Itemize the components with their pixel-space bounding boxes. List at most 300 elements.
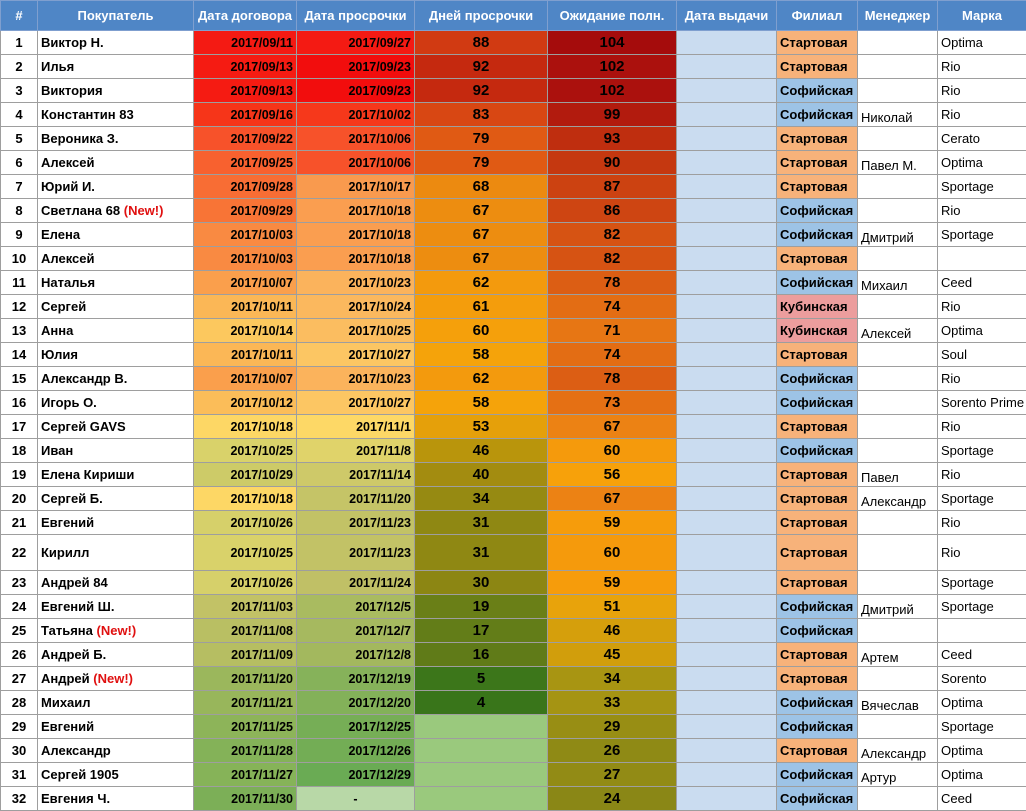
overdue-days-cell[interactable] xyxy=(415,79,548,103)
branch-cell[interactable] xyxy=(777,415,858,439)
issue-date-cell[interactable] xyxy=(677,511,777,535)
overdue-days-cell[interactable] xyxy=(415,55,548,79)
brand-cell[interactable] xyxy=(938,151,1026,175)
overdue-days-cell[interactable] xyxy=(415,271,548,295)
overdue-date-cell[interactable] xyxy=(297,595,415,619)
waiting-cell[interactable] xyxy=(548,511,677,535)
overdue-days-cell[interactable] xyxy=(415,511,548,535)
contract-date-cell[interactable] xyxy=(194,55,297,79)
overdue-days-cell[interactable] xyxy=(415,439,548,463)
brand-cell[interactable] xyxy=(938,391,1026,415)
brand-cell[interactable] xyxy=(938,619,1026,643)
overdue-date-cell[interactable] xyxy=(297,223,415,247)
header-overdue-date[interactable]: Дата просрочки xyxy=(297,1,415,31)
brand-cell[interactable] xyxy=(938,79,1026,103)
row-number-cell[interactable] xyxy=(1,223,38,247)
overdue-days-cell[interactable] xyxy=(415,463,548,487)
buyer-cell[interactable] xyxy=(38,535,194,571)
overdue-date-cell[interactable] xyxy=(297,691,415,715)
row-number-cell[interactable] xyxy=(1,463,38,487)
manager-cell[interactable] xyxy=(858,571,938,595)
waiting-cell[interactable] xyxy=(548,439,677,463)
manager-cell[interactable] xyxy=(858,151,938,175)
overdue-date-cell[interactable] xyxy=(297,79,415,103)
overdue-date-cell[interactable] xyxy=(297,55,415,79)
waiting-cell[interactable] xyxy=(548,787,677,811)
brand-cell[interactable] xyxy=(938,343,1026,367)
manager-cell[interactable] xyxy=(858,391,938,415)
waiting-cell[interactable] xyxy=(548,487,677,511)
issue-date-cell[interactable] xyxy=(677,247,777,271)
buyer-cell[interactable] xyxy=(38,691,194,715)
brand-cell[interactable] xyxy=(938,763,1026,787)
brand-cell[interactable] xyxy=(938,595,1026,619)
branch-cell[interactable] xyxy=(777,739,858,763)
buyer-cell[interactable] xyxy=(38,571,194,595)
branch-cell[interactable] xyxy=(777,55,858,79)
contract-date-cell[interactable] xyxy=(194,571,297,595)
buyer-cell[interactable] xyxy=(38,595,194,619)
manager-cell[interactable] xyxy=(858,319,938,343)
branch-cell[interactable] xyxy=(777,763,858,787)
overdue-date-cell[interactable] xyxy=(297,103,415,127)
issue-date-cell[interactable] xyxy=(677,199,777,223)
brand-cell[interactable] xyxy=(938,571,1026,595)
overdue-days-cell[interactable] xyxy=(415,595,548,619)
brand-cell[interactable] xyxy=(938,103,1026,127)
branch-cell[interactable] xyxy=(777,595,858,619)
brand-cell[interactable] xyxy=(938,367,1026,391)
buyer-cell[interactable] xyxy=(38,643,194,667)
issue-date-cell[interactable] xyxy=(677,535,777,571)
row-number-cell[interactable] xyxy=(1,787,38,811)
row-number-cell[interactable] xyxy=(1,763,38,787)
contract-date-cell[interactable] xyxy=(194,619,297,643)
row-number-cell[interactable] xyxy=(1,415,38,439)
row-number-cell[interactable] xyxy=(1,391,38,415)
row-number-cell[interactable] xyxy=(1,667,38,691)
manager-cell[interactable] xyxy=(858,103,938,127)
buyer-cell[interactable] xyxy=(38,271,194,295)
manager-cell[interactable] xyxy=(858,79,938,103)
branch-cell[interactable] xyxy=(777,667,858,691)
row-number-cell[interactable] xyxy=(1,619,38,643)
row-number-cell[interactable] xyxy=(1,319,38,343)
buyer-cell[interactable] xyxy=(38,487,194,511)
waiting-cell[interactable] xyxy=(548,739,677,763)
waiting-cell[interactable] xyxy=(548,715,677,739)
overdue-date-cell[interactable] xyxy=(297,439,415,463)
brand-cell[interactable] xyxy=(938,787,1026,811)
overdue-days-cell[interactable] xyxy=(415,343,548,367)
buyer-cell[interactable] xyxy=(38,739,194,763)
brand-cell[interactable] xyxy=(938,175,1026,199)
overdue-days-cell[interactable] xyxy=(415,415,548,439)
overdue-date-cell[interactable] xyxy=(297,787,415,811)
waiting-cell[interactable] xyxy=(548,535,677,571)
waiting-cell[interactable] xyxy=(548,103,677,127)
manager-cell[interactable] xyxy=(858,295,938,319)
contract-date-cell[interactable] xyxy=(194,691,297,715)
brand-cell[interactable] xyxy=(938,271,1026,295)
brand-cell[interactable] xyxy=(938,739,1026,763)
contract-date-cell[interactable] xyxy=(194,127,297,151)
branch-cell[interactable] xyxy=(777,319,858,343)
header-contract-date[interactable]: Дата договора xyxy=(194,1,297,31)
overdue-date-cell[interactable] xyxy=(297,319,415,343)
overdue-days-cell[interactable] xyxy=(415,295,548,319)
buyer-cell[interactable] xyxy=(38,343,194,367)
overdue-date-cell[interactable] xyxy=(297,175,415,199)
contract-date-cell[interactable] xyxy=(194,487,297,511)
overdue-date-cell[interactable] xyxy=(297,367,415,391)
overdue-days-cell[interactable] xyxy=(415,175,548,199)
buyer-cell[interactable] xyxy=(38,223,194,247)
contract-date-cell[interactable] xyxy=(194,415,297,439)
brand-cell[interactable] xyxy=(938,31,1026,55)
branch-cell[interactable] xyxy=(777,343,858,367)
contract-date-cell[interactable] xyxy=(194,787,297,811)
buyer-cell[interactable] xyxy=(38,295,194,319)
row-number-cell[interactable] xyxy=(1,127,38,151)
row-number-cell[interactable] xyxy=(1,487,38,511)
branch-cell[interactable] xyxy=(777,295,858,319)
buyer-cell[interactable] xyxy=(38,511,194,535)
waiting-cell[interactable] xyxy=(548,247,677,271)
overdue-date-cell[interactable] xyxy=(297,535,415,571)
manager-cell[interactable] xyxy=(858,763,938,787)
row-number-cell[interactable] xyxy=(1,739,38,763)
issue-date-cell[interactable] xyxy=(677,667,777,691)
contract-date-cell[interactable] xyxy=(194,175,297,199)
waiting-cell[interactable] xyxy=(548,463,677,487)
contract-date-cell[interactable] xyxy=(194,511,297,535)
row-number-cell[interactable] xyxy=(1,103,38,127)
overdue-date-cell[interactable] xyxy=(297,31,415,55)
waiting-cell[interactable] xyxy=(548,79,677,103)
buyer-cell[interactable] xyxy=(38,175,194,199)
buyer-cell[interactable] xyxy=(38,463,194,487)
row-number-cell[interactable] xyxy=(1,643,38,667)
overdue-days-cell[interactable] xyxy=(415,127,548,151)
brand-cell[interactable] xyxy=(938,643,1026,667)
overdue-date-cell[interactable] xyxy=(297,343,415,367)
row-number-cell[interactable] xyxy=(1,79,38,103)
branch-cell[interactable] xyxy=(777,715,858,739)
row-number-cell[interactable] xyxy=(1,295,38,319)
branch-cell[interactable] xyxy=(777,391,858,415)
header-branch[interactable]: Филиал xyxy=(777,1,858,31)
overdue-days-cell[interactable] xyxy=(415,619,548,643)
waiting-cell[interactable] xyxy=(548,571,677,595)
waiting-cell[interactable] xyxy=(548,175,677,199)
issue-date-cell[interactable] xyxy=(677,787,777,811)
brand-cell[interactable] xyxy=(938,439,1026,463)
contract-date-cell[interactable] xyxy=(194,343,297,367)
manager-cell[interactable] xyxy=(858,739,938,763)
overdue-date-cell[interactable] xyxy=(297,127,415,151)
branch-cell[interactable] xyxy=(777,571,858,595)
manager-cell[interactable] xyxy=(858,439,938,463)
issue-date-cell[interactable] xyxy=(677,715,777,739)
contract-date-cell[interactable] xyxy=(194,391,297,415)
row-number-cell[interactable] xyxy=(1,715,38,739)
overdue-date-cell[interactable] xyxy=(297,463,415,487)
overdue-days-cell[interactable] xyxy=(415,487,548,511)
issue-date-cell[interactable] xyxy=(677,103,777,127)
branch-cell[interactable] xyxy=(777,463,858,487)
branch-cell[interactable] xyxy=(777,511,858,535)
manager-cell[interactable] xyxy=(858,715,938,739)
overdue-date-cell[interactable] xyxy=(297,391,415,415)
buyer-cell[interactable] xyxy=(38,787,194,811)
manager-cell[interactable] xyxy=(858,415,938,439)
waiting-cell[interactable] xyxy=(548,367,677,391)
contract-date-cell[interactable] xyxy=(194,103,297,127)
contract-date-cell[interactable] xyxy=(194,667,297,691)
overdue-days-cell[interactable] xyxy=(415,535,548,571)
contract-date-cell[interactable] xyxy=(194,199,297,223)
buyer-cell[interactable] xyxy=(38,31,194,55)
brand-cell[interactable] xyxy=(938,487,1026,511)
overdue-days-cell[interactable] xyxy=(415,739,548,763)
contract-date-cell[interactable] xyxy=(194,367,297,391)
overdue-date-cell[interactable] xyxy=(297,487,415,511)
branch-cell[interactable] xyxy=(777,643,858,667)
header-manager[interactable]: Менеджер xyxy=(858,1,938,31)
issue-date-cell[interactable] xyxy=(677,439,777,463)
row-number-cell[interactable] xyxy=(1,691,38,715)
header-waiting[interactable]: Ожидание полн. xyxy=(548,1,677,31)
issue-date-cell[interactable] xyxy=(677,55,777,79)
row-number-cell[interactable] xyxy=(1,595,38,619)
branch-cell[interactable] xyxy=(777,199,858,223)
brand-cell[interactable] xyxy=(938,511,1026,535)
overdue-date-cell[interactable] xyxy=(297,667,415,691)
brand-cell[interactable] xyxy=(938,691,1026,715)
overdue-date-cell[interactable] xyxy=(297,295,415,319)
buyer-cell[interactable] xyxy=(38,151,194,175)
overdue-days-cell[interactable] xyxy=(415,667,548,691)
row-number-cell[interactable] xyxy=(1,511,38,535)
contract-date-cell[interactable] xyxy=(194,535,297,571)
buyer-cell[interactable] xyxy=(38,415,194,439)
overdue-date-cell[interactable] xyxy=(297,247,415,271)
overdue-days-cell[interactable] xyxy=(415,247,548,271)
brand-cell[interactable] xyxy=(938,415,1026,439)
overdue-days-cell[interactable] xyxy=(415,715,548,739)
contract-date-cell[interactable] xyxy=(194,79,297,103)
manager-cell[interactable] xyxy=(858,619,938,643)
branch-cell[interactable] xyxy=(777,691,858,715)
buyer-cell[interactable] xyxy=(38,715,194,739)
row-number-cell[interactable] xyxy=(1,199,38,223)
waiting-cell[interactable] xyxy=(548,415,677,439)
manager-cell[interactable] xyxy=(858,367,938,391)
waiting-cell[interactable] xyxy=(548,295,677,319)
row-number-cell[interactable] xyxy=(1,151,38,175)
brand-cell[interactable] xyxy=(938,715,1026,739)
buyer-cell[interactable] xyxy=(38,55,194,79)
buyer-cell[interactable] xyxy=(38,319,194,343)
header-issue-date[interactable]: Дата выдачи xyxy=(677,1,777,31)
brand-cell[interactable] xyxy=(938,127,1026,151)
issue-date-cell[interactable] xyxy=(677,739,777,763)
buyer-cell[interactable] xyxy=(38,763,194,787)
overdue-days-cell[interactable] xyxy=(415,763,548,787)
branch-cell[interactable] xyxy=(777,787,858,811)
manager-cell[interactable] xyxy=(858,535,938,571)
brand-cell[interactable] xyxy=(938,223,1026,247)
issue-date-cell[interactable] xyxy=(677,691,777,715)
overdue-date-cell[interactable] xyxy=(297,739,415,763)
manager-cell[interactable] xyxy=(858,55,938,79)
issue-date-cell[interactable] xyxy=(677,643,777,667)
branch-cell[interactable] xyxy=(777,223,858,247)
waiting-cell[interactable] xyxy=(548,319,677,343)
brand-cell[interactable] xyxy=(938,535,1026,571)
contract-date-cell[interactable] xyxy=(194,151,297,175)
issue-date-cell[interactable] xyxy=(677,151,777,175)
branch-cell[interactable] xyxy=(777,247,858,271)
brand-cell[interactable] xyxy=(938,55,1026,79)
manager-cell[interactable] xyxy=(858,487,938,511)
issue-date-cell[interactable] xyxy=(677,223,777,247)
overdue-date-cell[interactable] xyxy=(297,511,415,535)
overdue-days-cell[interactable] xyxy=(415,223,548,247)
manager-cell[interactable] xyxy=(858,595,938,619)
buyer-cell[interactable] xyxy=(38,247,194,271)
overdue-date-cell[interactable] xyxy=(297,199,415,223)
waiting-cell[interactable] xyxy=(548,619,677,643)
overdue-date-cell[interactable] xyxy=(297,619,415,643)
overdue-date-cell[interactable] xyxy=(297,271,415,295)
buyer-cell[interactable] xyxy=(38,367,194,391)
contract-date-cell[interactable] xyxy=(194,595,297,619)
overdue-days-cell[interactable] xyxy=(415,787,548,811)
brand-cell[interactable] xyxy=(938,247,1026,271)
branch-cell[interactable] xyxy=(777,619,858,643)
overdue-days-cell[interactable] xyxy=(415,571,548,595)
overdue-days-cell[interactable] xyxy=(415,103,548,127)
waiting-cell[interactable] xyxy=(548,31,677,55)
contract-date-cell[interactable] xyxy=(194,715,297,739)
manager-cell[interactable] xyxy=(858,223,938,247)
branch-cell[interactable] xyxy=(777,367,858,391)
issue-date-cell[interactable] xyxy=(677,367,777,391)
buyer-cell[interactable] xyxy=(38,103,194,127)
brand-cell[interactable] xyxy=(938,295,1026,319)
row-number-cell[interactable] xyxy=(1,535,38,571)
waiting-cell[interactable] xyxy=(548,763,677,787)
issue-date-cell[interactable] xyxy=(677,271,777,295)
waiting-cell[interactable] xyxy=(548,343,677,367)
overdue-days-cell[interactable] xyxy=(415,319,548,343)
issue-date-cell[interactable] xyxy=(677,319,777,343)
waiting-cell[interactable] xyxy=(548,151,677,175)
contract-date-cell[interactable] xyxy=(194,223,297,247)
contract-date-cell[interactable] xyxy=(194,295,297,319)
buyer-cell[interactable] xyxy=(38,79,194,103)
overdue-days-cell[interactable] xyxy=(415,199,548,223)
issue-date-cell[interactable] xyxy=(677,391,777,415)
waiting-cell[interactable] xyxy=(548,391,677,415)
branch-cell[interactable] xyxy=(777,487,858,511)
brand-cell[interactable] xyxy=(938,199,1026,223)
issue-date-cell[interactable] xyxy=(677,487,777,511)
issue-date-cell[interactable] xyxy=(677,763,777,787)
row-number-cell[interactable] xyxy=(1,571,38,595)
waiting-cell[interactable] xyxy=(548,691,677,715)
issue-date-cell[interactable] xyxy=(677,295,777,319)
branch-cell[interactable] xyxy=(777,103,858,127)
issue-date-cell[interactable] xyxy=(677,343,777,367)
manager-cell[interactable] xyxy=(858,343,938,367)
header-overdue-days[interactable]: Дней просрочки xyxy=(415,1,548,31)
row-number-cell[interactable] xyxy=(1,247,38,271)
contract-date-cell[interactable] xyxy=(194,739,297,763)
issue-date-cell[interactable] xyxy=(677,79,777,103)
issue-date-cell[interactable] xyxy=(677,31,777,55)
brand-cell[interactable] xyxy=(938,667,1026,691)
waiting-cell[interactable] xyxy=(548,223,677,247)
overdue-days-cell[interactable] xyxy=(415,151,548,175)
overdue-days-cell[interactable] xyxy=(415,391,548,415)
overdue-days-cell[interactable] xyxy=(415,31,548,55)
contract-date-cell[interactable] xyxy=(194,271,297,295)
header-brand[interactable]: Марка xyxy=(938,1,1026,31)
buyer-cell[interactable] xyxy=(38,391,194,415)
manager-cell[interactable] xyxy=(858,643,938,667)
buyer-cell[interactable] xyxy=(38,439,194,463)
branch-cell[interactable] xyxy=(777,271,858,295)
overdue-date-cell[interactable] xyxy=(297,763,415,787)
row-number-cell[interactable] xyxy=(1,271,38,295)
header-buyer[interactable]: Покупатель xyxy=(38,1,194,31)
branch-cell[interactable] xyxy=(777,439,858,463)
manager-cell[interactable] xyxy=(858,787,938,811)
overdue-days-cell[interactable] xyxy=(415,691,548,715)
issue-date-cell[interactable] xyxy=(677,463,777,487)
brand-cell[interactable] xyxy=(938,463,1026,487)
manager-cell[interactable] xyxy=(858,199,938,223)
issue-date-cell[interactable] xyxy=(677,595,777,619)
issue-date-cell[interactable] xyxy=(677,571,777,595)
manager-cell[interactable] xyxy=(858,511,938,535)
contract-date-cell[interactable] xyxy=(194,463,297,487)
manager-cell[interactable] xyxy=(858,667,938,691)
manager-cell[interactable] xyxy=(858,271,938,295)
issue-date-cell[interactable] xyxy=(677,415,777,439)
brand-cell[interactable] xyxy=(938,319,1026,343)
contract-date-cell[interactable] xyxy=(194,31,297,55)
branch-cell[interactable] xyxy=(777,175,858,199)
contract-date-cell[interactable] xyxy=(194,763,297,787)
contract-date-cell[interactable] xyxy=(194,247,297,271)
overdue-date-cell[interactable] xyxy=(297,571,415,595)
manager-cell[interactable] xyxy=(858,691,938,715)
row-number-cell[interactable] xyxy=(1,439,38,463)
issue-date-cell[interactable] xyxy=(677,619,777,643)
manager-cell[interactable] xyxy=(858,463,938,487)
waiting-cell[interactable] xyxy=(548,271,677,295)
row-number-cell[interactable] xyxy=(1,343,38,367)
branch-cell[interactable] xyxy=(777,535,858,571)
buyer-cell[interactable] xyxy=(38,667,194,691)
contract-date-cell[interactable] xyxy=(194,643,297,667)
row-number-cell[interactable] xyxy=(1,367,38,391)
manager-cell[interactable] xyxy=(858,247,938,271)
